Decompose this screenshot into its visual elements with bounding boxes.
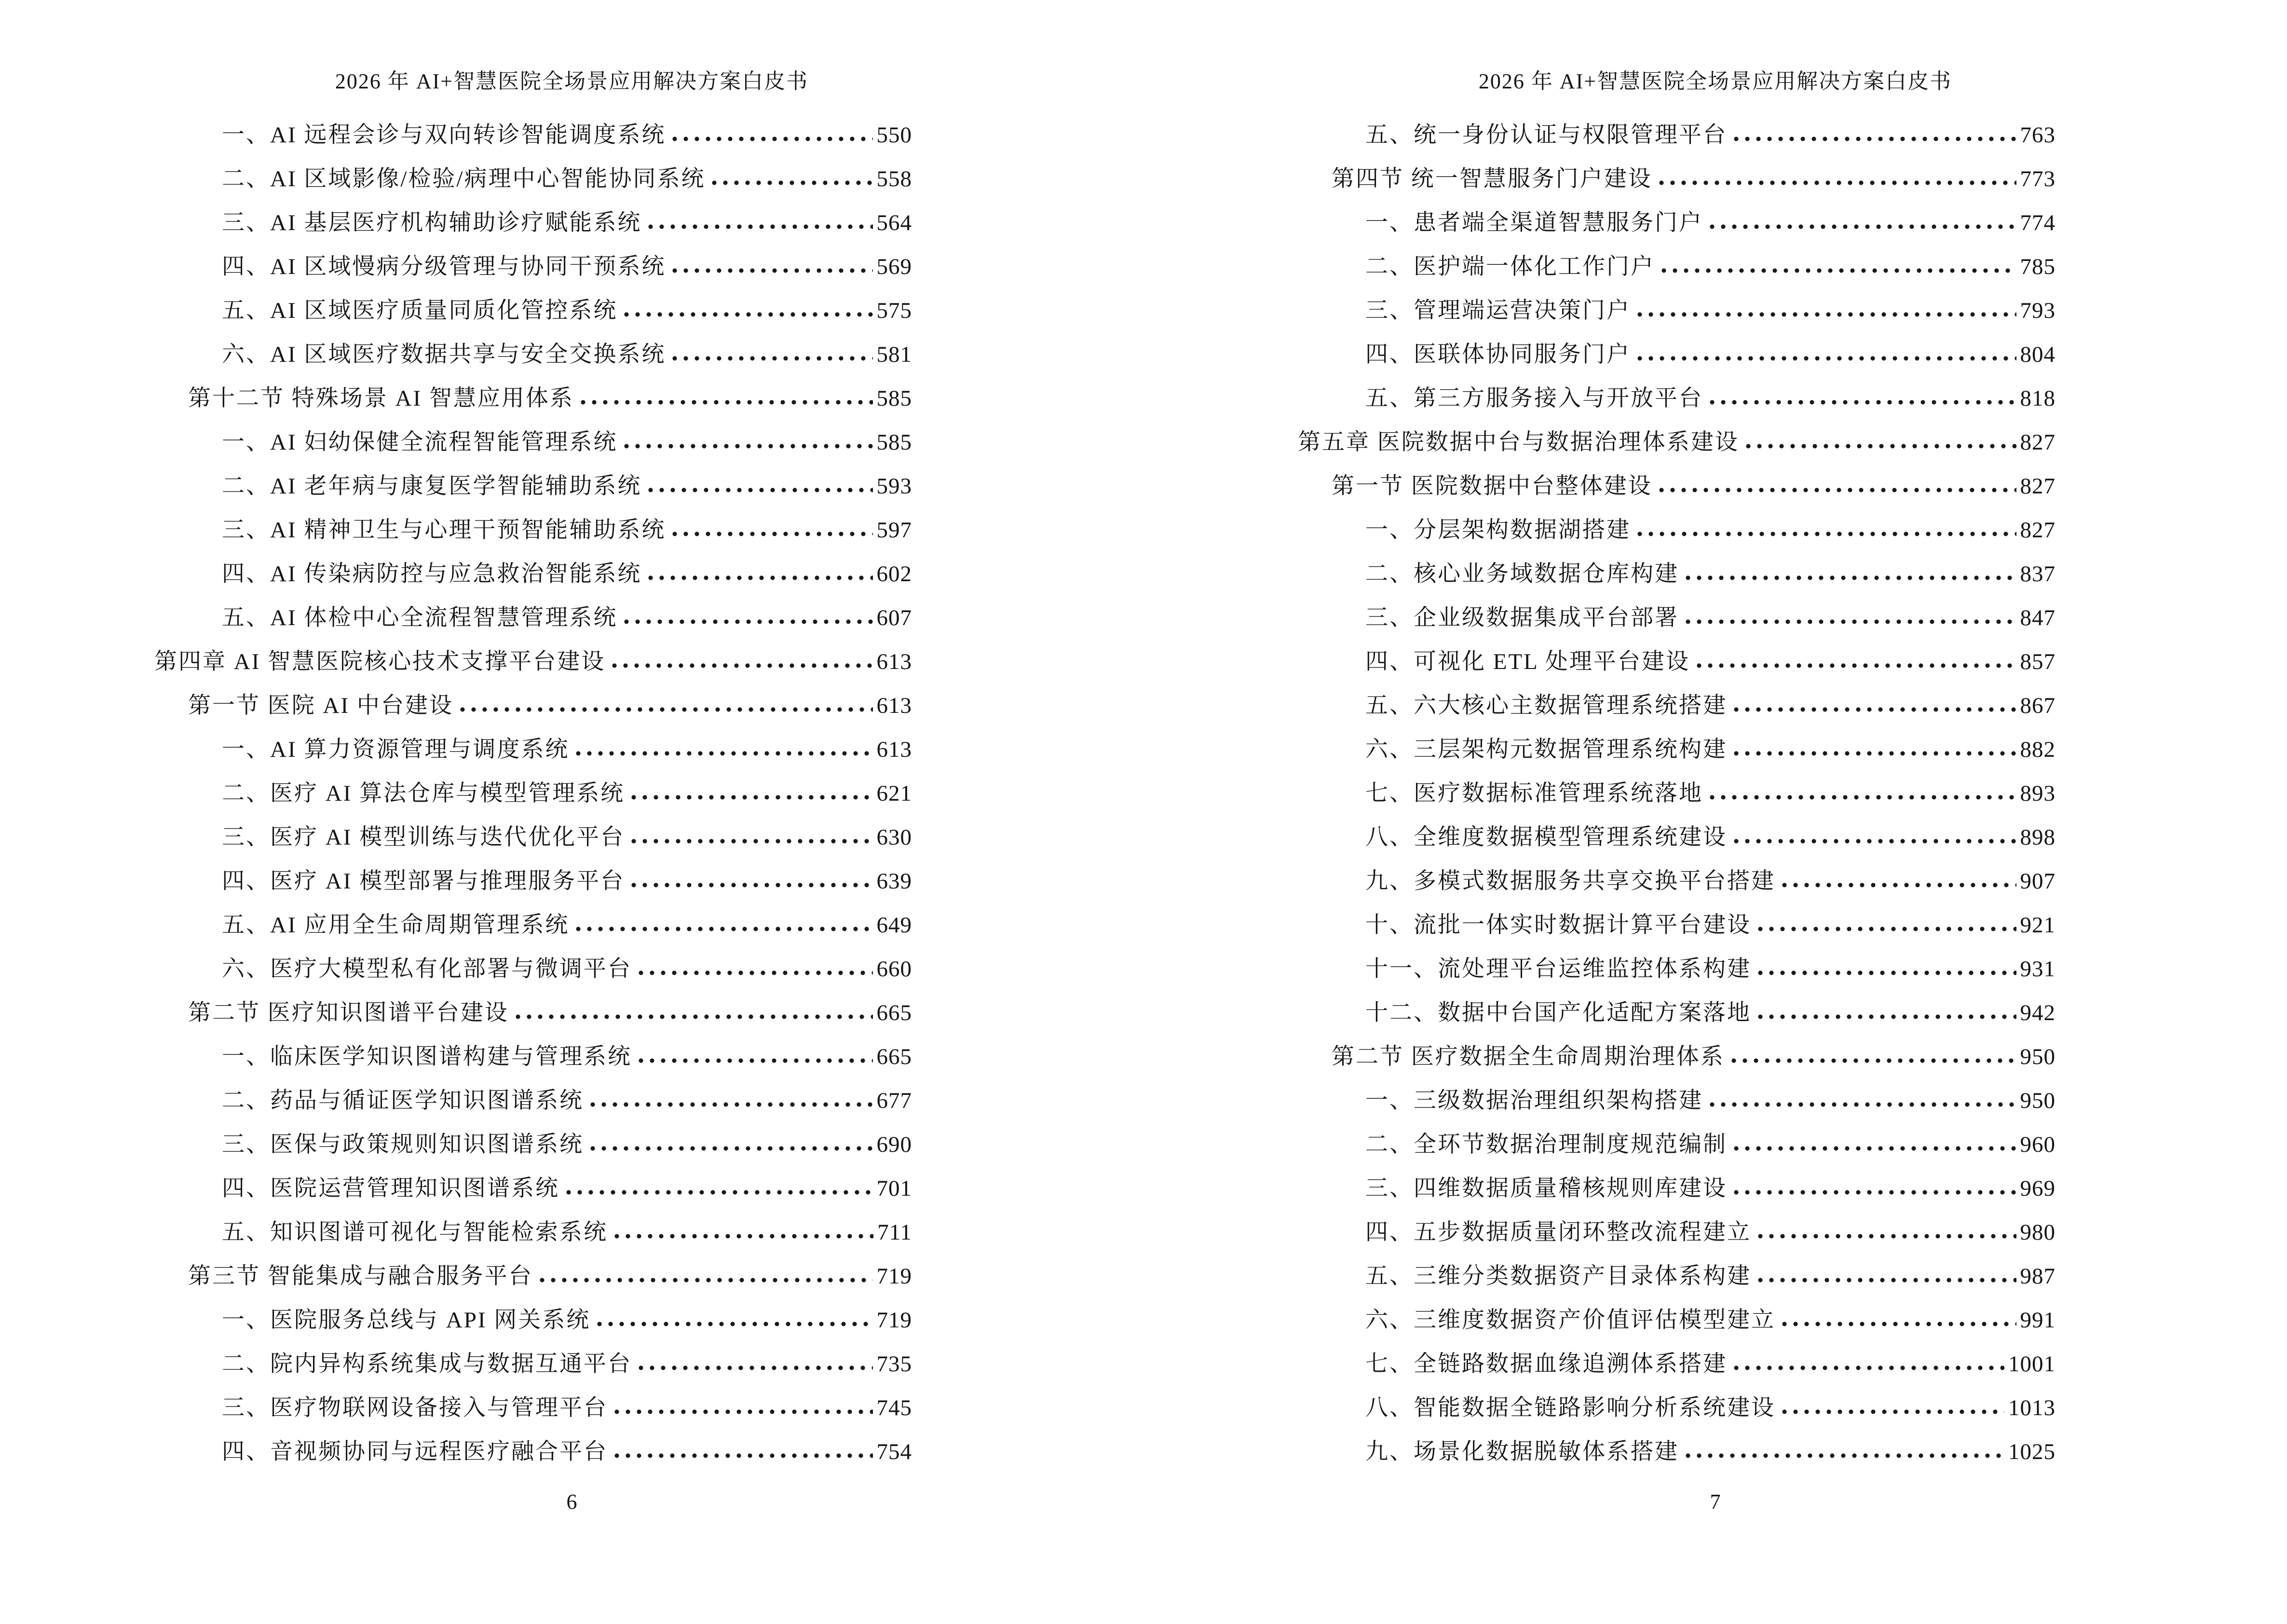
toc-entry [1298,1082,2056,1126]
toc-entry [154,643,912,687]
toc-entry-title: 三、四维数据质量稽核规则库建设 [1365,1176,1727,1201]
dot-leader [1685,575,2016,581]
toc-entry [154,1346,912,1390]
toc-entry [1298,643,2056,687]
dot-leader [580,399,873,406]
toc-entry-title: 五、六大核心主数据管理系统搭建 [1365,693,1727,718]
toc-entry-page: 754 [876,1439,912,1464]
toc-entry-page: 907 [2020,869,2056,894]
dot-leader [1733,1365,2004,1371]
dot-leader [647,224,872,230]
dot-leader [1730,1058,2016,1064]
toc-entry [154,468,912,512]
toc-entry-page: 711 [877,1220,912,1245]
toc-entry-title: 一、AI 远程会诊与双向转诊智能调度系统 [222,123,666,148]
toc-entry [1298,731,2056,775]
toc-entry [1298,117,2056,161]
toc-entry-page: 921 [2020,913,2056,938]
dot-leader [1781,1321,2016,1327]
page-number: 7 [1710,1490,1721,1514]
toc-entry [154,1170,912,1214]
toc-entry-page: 793 [2020,298,2056,323]
toc-entry [154,819,912,863]
toc-entry-page: 1025 [2008,1439,2056,1464]
dot-leader [630,882,872,888]
toc-entry-title: 二、AI 区域影像/检验/病理中心智能协同系统 [222,166,706,191]
toc-entry-page: 665 [876,1000,912,1025]
toc-entry-page: 593 [876,474,912,499]
toc-entry-title: 第十二节 特殊场景 AI 智慧应用体系 [188,386,574,411]
toc-entry [1298,248,2056,292]
dot-leader [671,268,872,274]
toc-entry-title: 第三节 智能集成与融合服务平台 [188,1264,533,1289]
toc-entry-title: 四、可视化 ETL 处理平台建设 [1365,649,1690,674]
toc-entry-title: 四、五步数据质量闭环整改流程建立 [1365,1220,1751,1245]
toc-entry-page: 550 [876,123,912,148]
toc-entry [154,1082,912,1126]
toc-entry [154,1038,912,1082]
dot-leader [1733,1189,2016,1196]
toc-entry-title: 三、AI 基层医疗机构辅助诊疗赋能系统 [222,210,642,235]
toc-entry-page: 827 [2020,430,2056,455]
toc-entry-title: 七、全链路数据血缘追溯体系搭建 [1365,1351,1727,1377]
toc-entry [154,1258,912,1302]
toc-entry-page: 980 [2020,1220,2056,1245]
toc-entry [154,424,912,468]
dot-leader [575,926,872,932]
dot-leader [1658,180,2016,186]
dot-leader [711,180,872,186]
dot-leader [575,751,872,757]
dot-leader [1636,531,2016,537]
toc-page-right [1144,0,2287,1624]
toc-entry-page: 882 [2020,737,2056,762]
toc-entry-title: 八、全维度数据模型管理系统建设 [1365,825,1727,850]
toc-entry-title: 五、统一身份认证与权限管理平台 [1365,123,1727,148]
dot-leader [1757,970,2016,976]
toc-entry-page: 1013 [2008,1395,2056,1420]
dot-leader [613,1453,873,1459]
toc-entry-title: 二、核心业务域数据仓库构建 [1365,561,1679,587]
toc-entry [1298,556,2056,600]
dot-leader [539,1277,873,1283]
toc-entry-page: 950 [2020,1044,2056,1069]
dot-leader [1685,619,2016,625]
toc-entry-title: 五、知识图谱可视化与智能检索系统 [222,1220,608,1245]
dot-leader [1709,224,2016,230]
toc-entry [154,1302,912,1346]
dot-leader [1733,136,2016,142]
toc-entry-page: 991 [2020,1308,2056,1333]
toc-entry [1298,819,2056,863]
toc-entry [1298,995,2056,1038]
toc-entry-title: 第四章 AI 智慧医院核心技术支撑平台建设 [154,649,606,674]
dot-leader [1661,268,2016,274]
toc-entry-page: 597 [876,518,912,543]
toc-entry [1298,1346,2056,1390]
dot-leader [613,1409,873,1415]
toc-entry-page: 719 [876,1308,912,1333]
page-header-title: 2026 年 AI+智慧医院全场景应用解决方案白皮书 [1478,69,1952,93]
toc-entry-title: 第一节 医院数据中台整体建设 [1332,474,1652,499]
toc-entry-title: 八、智能数据全链路影响分析系统建设 [1365,1395,1775,1420]
toc-entry [154,907,912,951]
toc-entry [1298,424,2056,468]
toc-entry-title: 五、三维分类数据资产目录体系构建 [1365,1264,1751,1289]
toc-entry-page: 773 [2020,166,2056,191]
toc-entry-title: 五、AI 体检中心全流程智慧管理系统 [222,605,618,630]
toc-entry-page: 857 [2020,649,2056,674]
toc-entry-page: 621 [876,781,912,806]
toc-entry-page: 569 [876,254,912,279]
toc-entry-page: 719 [876,1264,912,1289]
toc-entry-title: 二、医疗 AI 算法仓库与模型管理系统 [222,781,625,806]
toc-entry-page: 585 [876,386,912,411]
toc-entry-page: 602 [876,561,912,587]
toc-entry-title: 一、三级数据治理组织架构搭建 [1365,1088,1703,1113]
dot-leader [1696,663,2016,669]
toc-entry-title: 第二节 医疗知识图谱平台建设 [188,1000,509,1025]
toc-entry-page: 607 [876,605,912,630]
toc-entry-title: 五、第三方服务接入与开放平台 [1365,386,1703,411]
toc-entry-page: 613 [876,693,912,718]
toc-entry-page: 818 [2020,386,2056,411]
toc-entry-page: 630 [876,825,912,850]
dot-leader [1745,443,2016,450]
toc-entry [1298,1214,2056,1258]
toc-entry-page: 893 [2020,781,2056,806]
dot-leader [671,531,872,537]
toc-entry-title: 第五章 医院数据中台与数据治理体系建设 [1298,430,1739,455]
toc-entry-title: 六、三维度数据资产价值评估模型建立 [1365,1308,1775,1333]
toc-entry-title: 十、流批一体实时数据计算平台建设 [1365,913,1751,938]
toc-entry [154,995,912,1038]
toc-entry-page: 898 [2020,825,2056,850]
toc-entry-title: 二、药品与循证医学知识图谱系统 [222,1088,584,1113]
toc-entry-page: 701 [876,1176,912,1201]
toc-entry [1298,907,2056,951]
toc-entry-title: 七、医疗数据标准管理系统落地 [1365,781,1703,806]
toc-entry-page: 763 [2020,123,2056,148]
toc-entry [1298,775,2056,819]
toc-entry [1298,863,2056,907]
toc-entry [1298,1390,2056,1433]
toc-entry-title: 四、AI 传染病防控与应急救治智能系统 [222,561,642,587]
toc-entry-title: 一、分层架构数据湖搭建 [1365,518,1631,543]
toc-entry [154,1126,912,1170]
toc-entry [154,1433,912,1477]
toc-entry-title: 一、临床医学知识图谱构建与管理系统 [222,1044,632,1069]
dot-leader [671,355,872,362]
dot-leader [1658,487,2016,493]
toc-list [1298,117,2056,1477]
toc-entry-page: 987 [2020,1264,2056,1289]
toc-entry-page: 774 [2020,210,2056,235]
toc-entry-page: 847 [2020,605,2056,630]
dot-leader [630,838,872,845]
toc-entry [1298,951,2056,995]
dot-leader [638,1058,873,1064]
dot-leader [671,136,872,142]
toc-entry [154,248,912,292]
dot-leader [1757,926,2016,932]
toc-entry-page: 942 [2020,1000,2056,1025]
toc-entry-title: 四、音视频协同与远程医疗融合平台 [222,1439,608,1464]
dot-leader [1757,1233,2016,1240]
toc-entry-title: 六、三层架构元数据管理系统构建 [1365,737,1727,762]
toc-entry-title: 三、管理端运营决策门户 [1365,298,1631,323]
toc-entry-title: 第一节 医院 AI 中台建设 [188,693,453,718]
toc-entry-page: 1001 [2008,1351,2056,1377]
toc-entry [1298,1433,2056,1477]
toc-entry-page: 581 [876,342,912,367]
toc-entry-page: 827 [2020,474,2056,499]
toc-entry [154,161,912,205]
toc-entry-title: 五、AI 区域医疗质量同质化管控系统 [222,298,618,323]
toc-list [154,117,912,1477]
dot-leader [1685,1453,2004,1459]
toc-entry-page: 827 [2020,518,2056,543]
toc-entry [1298,1258,2056,1302]
toc-entry-title: 二、全环节数据治理制度规范编制 [1365,1132,1727,1157]
toc-entry [1298,380,2056,424]
dot-leader [647,487,872,493]
toc-entry-title: 一、患者端全渠道智慧服务门户 [1365,210,1703,235]
toc-entry-page: 931 [2020,956,2056,982]
toc-entry-title: 六、医疗大模型私有化部署与微调平台 [222,956,632,982]
toc-entry-page: 677 [876,1088,912,1113]
toc-entry [154,556,912,600]
toc-entry-title: 第二节 医疗数据全生命周期治理体系 [1332,1044,1725,1069]
dot-leader [565,1189,873,1196]
toc-entry-title: 一、医院服务总线与 API 网关系统 [222,1308,591,1333]
toc-entry [154,292,912,336]
dot-leader [1709,794,2016,801]
toc-entry-title: 第四节 统一智慧服务门户建设 [1332,166,1652,191]
toc-entry [1298,512,2056,556]
toc-entry [1298,687,2056,731]
toc-entry-page: 613 [876,649,912,674]
toc-entry [1298,336,2056,380]
dot-leader [1709,399,2016,406]
toc-entry [154,731,912,775]
toc-entry [1298,292,2056,336]
toc-entry [154,380,912,424]
toc-entry [154,951,912,995]
dot-leader [589,1102,873,1108]
toc-entry [154,600,912,643]
dot-leader [623,619,872,625]
dot-leader [1733,1146,2016,1152]
toc-entry [1298,205,2056,248]
toc-entry-title: 十二、数据中台国产化适配方案落地 [1365,1000,1751,1025]
toc-entry [1298,468,2056,512]
toc-entry-title: 一、AI 算力资源管理与调度系统 [222,737,570,762]
toc-entry-title: 六、AI 区域医疗数据共享与安全交换系统 [222,342,666,367]
toc-entry-page: 613 [876,737,912,762]
toc-entry-title: 二、院内异构系统集成与数据互通平台 [222,1351,632,1377]
toc-entry [154,1390,912,1433]
toc-entry [154,775,912,819]
toc-entry-title: 三、医保与政策规则知识图谱系统 [222,1132,584,1157]
dot-leader [638,1365,873,1371]
dot-leader [1733,838,2016,845]
toc-entry-title: 一、AI 妇幼保健全流程智能管理系统 [222,430,618,455]
toc-entry-page: 867 [2020,693,2056,718]
page-number: 6 [566,1490,577,1514]
toc-entry-page: 960 [2020,1132,2056,1157]
toc-entry-page: 785 [2020,254,2056,279]
toc-entry-page: 649 [876,913,912,938]
toc-entry-page: 745 [876,1395,912,1420]
toc-entry [154,117,912,161]
toc-entry-title: 三、企业级数据集成平台部署 [1365,605,1679,630]
dot-leader [611,663,872,669]
toc-entry [154,336,912,380]
toc-entry-title: 四、医联体协同服务门户 [1365,342,1631,367]
toc-entry-title: 十一、流处理平台运维监控体系构建 [1365,956,1751,982]
toc-entry-page: 558 [876,166,912,191]
page-header-title: 2026 年 AI+智慧医院全场景应用解决方案白皮书 [335,69,809,93]
toc-entry [1298,1126,2056,1170]
toc-entry [154,1214,912,1258]
dot-leader [638,970,873,976]
toc-entry-title: 四、医院运营管理知识图谱系统 [222,1176,559,1201]
dot-leader [1757,1277,2016,1283]
toc-entry-page: 950 [2020,1088,2056,1113]
dot-leader [630,794,872,801]
dot-leader [1733,751,2016,757]
toc-entry-page: 660 [876,956,912,982]
toc-entry-title: 三、医疗 AI 模型训练与迭代优化平台 [222,825,625,850]
toc-entry [1298,161,2056,205]
dot-leader [1781,1409,2004,1415]
toc-entry-page: 639 [876,869,912,894]
dot-leader [515,1014,873,1020]
dot-leader [623,312,872,318]
dot-leader [1636,312,2016,318]
toc-entry-page: 804 [2020,342,2056,367]
toc-entry [154,512,912,556]
toc-entry-title: 九、场景化数据脱敏体系搭建 [1365,1439,1679,1464]
dot-leader [623,443,872,450]
toc-entry-page: 564 [876,210,912,235]
toc-entry [154,863,912,907]
dot-leader [1781,882,2016,888]
toc-entry-page: 969 [2020,1176,2056,1201]
toc-entry-title: 三、AI 精神卫生与心理干预智能辅助系统 [222,518,666,543]
toc-entry-page: 735 [876,1351,912,1377]
toc-entry-title: 四、AI 区域慢病分级管理与协同干预系统 [222,254,666,279]
toc-entry [154,687,912,731]
dot-leader [596,1321,872,1327]
toc-entry-title: 三、医疗物联网设备接入与管理平台 [222,1395,608,1420]
dot-leader [647,575,872,581]
dot-leader [1733,707,2016,713]
dot-leader [613,1233,873,1240]
toc-entry-page: 665 [876,1044,912,1069]
toc-entry [1298,1302,2056,1346]
toc-entry [1298,600,2056,643]
toc-entry [154,205,912,248]
dot-leader [459,707,873,713]
toc-entry-title: 九、多模式数据服务共享交换平台搭建 [1365,869,1775,894]
dot-leader [1757,1014,2016,1020]
toc-entry-title: 四、医疗 AI 模型部署与推理服务平台 [222,869,625,894]
toc-entry-page: 837 [2020,561,2056,587]
toc-entry-page: 585 [876,430,912,455]
dot-leader [1709,1102,2016,1108]
toc-entry [1298,1038,2056,1082]
toc-entry [1298,1170,2056,1214]
toc-entry-title: 二、医护端一体化工作门户 [1365,254,1655,279]
dot-leader [589,1146,873,1152]
toc-entry-page: 575 [876,298,912,323]
toc-entry-page: 690 [876,1132,912,1157]
toc-entry-title: 五、AI 应用全生命周期管理系统 [222,913,570,938]
toc-entry-title: 二、AI 老年病与康复医学智能辅助系统 [222,474,642,499]
dot-leader [1636,355,2016,362]
